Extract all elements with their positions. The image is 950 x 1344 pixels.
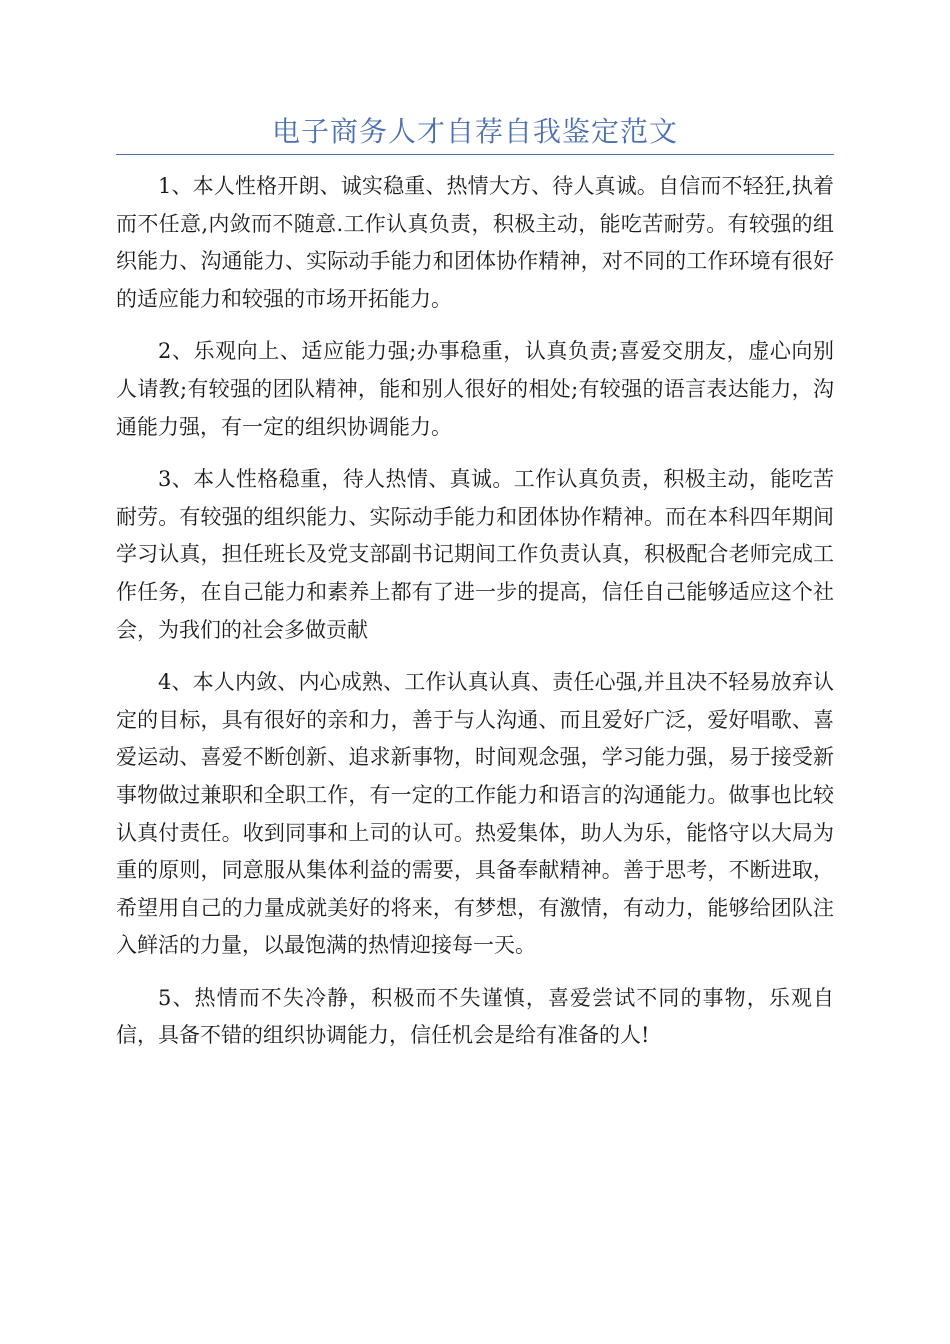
document-title: 电子商务人才自荐自我鉴定范文 — [271, 115, 678, 148]
paragraph-5: 5、热情而不失冷静，积极而不失谨慎，喜爱尝试不同的事物，乐观自信，具备不错的组织协调能力，信任机会是给有准备的人! — [116, 985, 834, 1048]
paragraph-1: 1、本人性格开朗、诚实稳重、热情大方、待人真诚。自信而不轻狂,执着而不任意,内敛而不随意.工作认真负责，积极主动，能吃苦耐劳。有较强的组织能力、沟通能力、实际动手能力和团体协作精神，对不同的工作环境有很好的适应能力和较强的市场开拓能力。 — [116, 174, 834, 311]
paragraph-3: 3、本人性格稳重，待人热情、真诚。工作认真负责，积极主动，能吃苦耐劳。有较强的组织能力、实际动手能力和团体协作精神。而在本科四年期间学习认真，担任班长及党支部副书记期间工作负责认真，积极配合老师完成工作任务，在自己能力和素养上都有了进一步的提高，信任自己能够适应这个社会，为我们的社会多做贡献 — [116, 467, 834, 642]
document-body — [116, 168, 834, 1070]
paragraph-4: 4、本人内敛、内心成熟、工作认真认真、责任心强,并且决不轻易放弃认定的目标，具有很好的亲和力，善于与人沟通、而且爱好广泛，爱好唱歌、喜爱运动、喜爱不断创新、追求新事物，时间观念强，学习能力强，易于接受新事物做过兼职和全职工作，有一定的工作能力和语言的沟通能力。做事也比较认真付责任。收到同事和上司的认可。热爱集体，助人为乐，能恪守以大局为重的原则，同意服从集体利益的需要，具备奉献精神。善于思考，不断进取，希望用自己的力量成就美好的将来，有梦想，有激情，有动力，能够给团队注入鲜活的力量，以最饱满的热情迎接每一天。 — [116, 670, 834, 958]
paragraph-2: 2、乐观向上、适应能力强;办事稳重，认真负责;喜爱交朋友，虚心向别人请教;有较强的团队精神，能和别人很好的相处;有较强的语言表达能力，沟通能力强，有一定的组织协调能力。 — [116, 339, 834, 439]
title-underline — [116, 154, 834, 155]
